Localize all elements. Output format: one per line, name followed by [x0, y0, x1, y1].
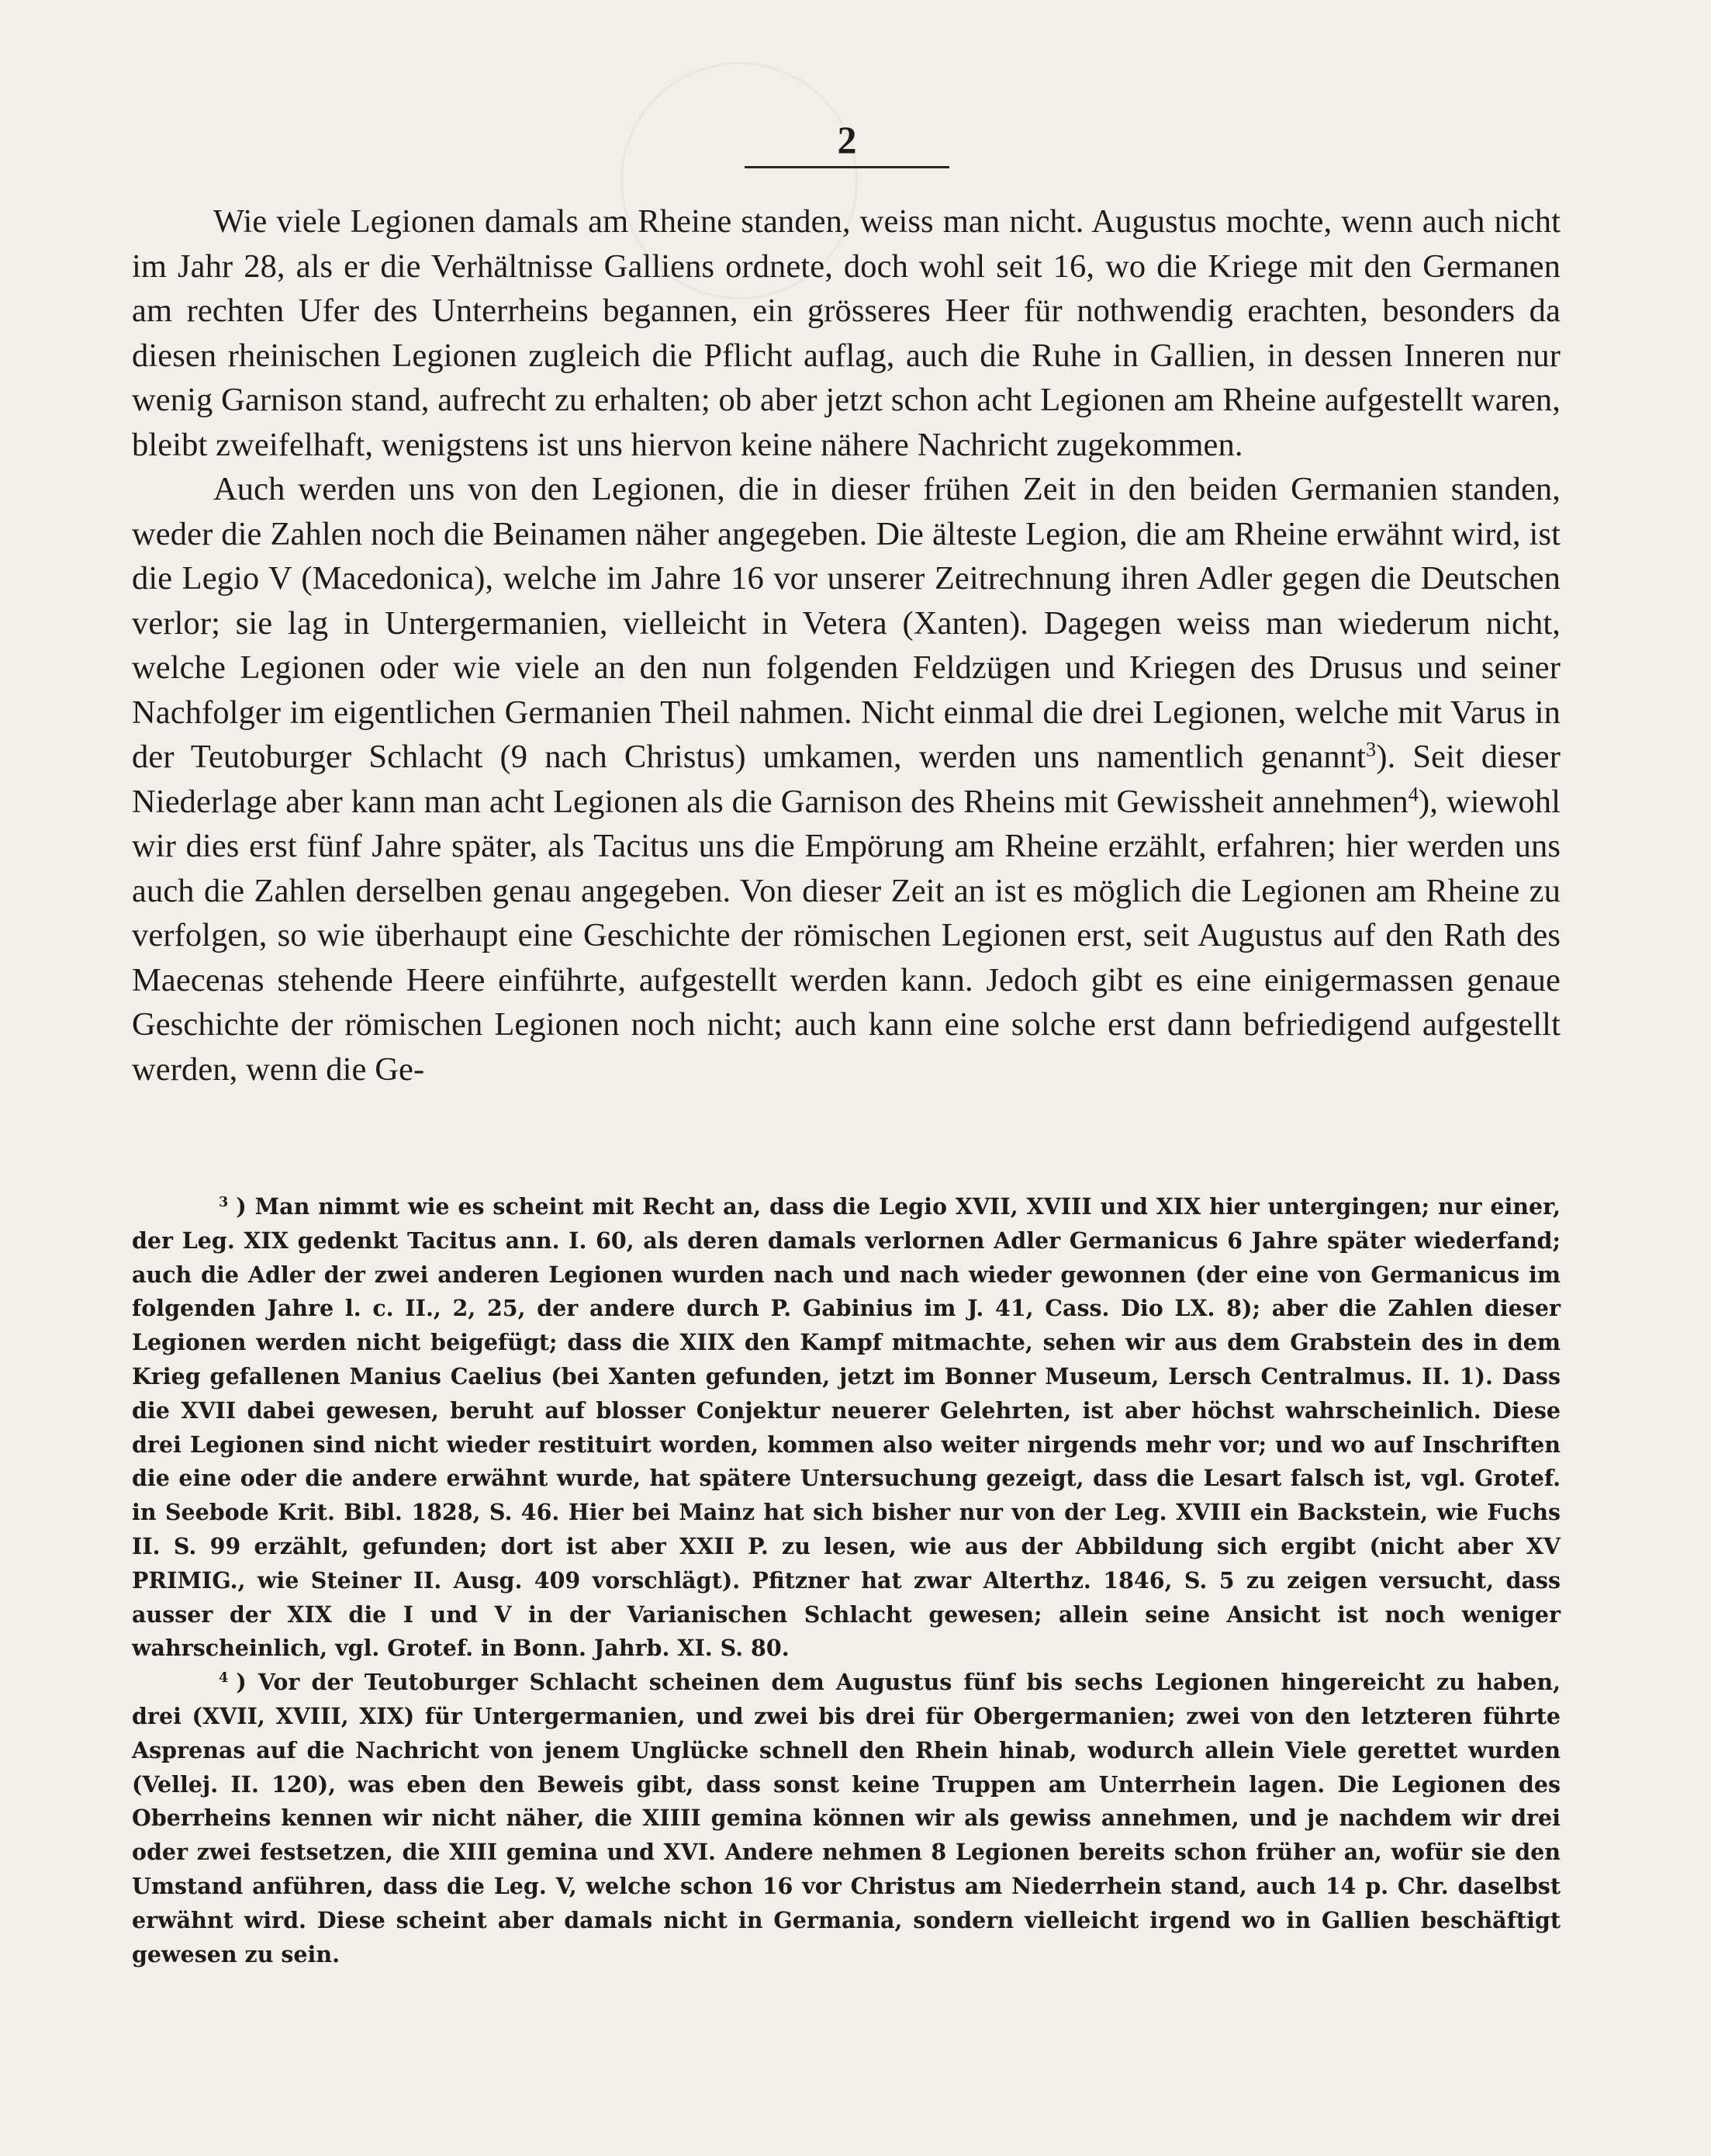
- footnotes: [132, 1190, 1561, 1971]
- paragraph: [132, 467, 1561, 1092]
- page-number: 2: [837, 118, 857, 161]
- paragraph-text: ), wiewohl wir dies erst fünf Jahre später, als Tacitus uns die Empörung am Rheine erzählt, erfahren; hier werden uns auch die Zahlen derselben genau angegeben. Von dieser Zeit an ist es möglich die Legionen am Rheine zu verfolgen, so wie überhaupt eine Geschichte der römischen Legionen erst, seit Augustus auf den Rath des Maecenas stehende Heere einführte, aufgestellt werden kann. Jedoch gibt es eine einigermassen genaue Geschichte der römischen Legionen noch nicht; auch kann eine solche erst dann befriedigend aufgestellt werden, wenn die Ge-: [132, 783, 1561, 1088]
- footnote-reference[interactable]: 4: [1408, 783, 1419, 806]
- paragraph-text: ). Seit dieser Niederlage aber kann man acht Legionen als die Garnison des Rheins mit Gewissheit annehmen: [132, 739, 1561, 820]
- footnote-text: ) Man nimmt wie es scheint mit Recht an, dass die Legio XVII, XVIII und XIX hier untergingen; nur einer, der Leg. XIX gedenkt Tacitus ann. I. 60, als deren damals verlornen Adler Germanicus 6 Jahre später wiederfand; auch die Adler der zwei anderen Legionen wurden nach und nach wieder gewonnen (der eine von Germanicus im folgenden Jahre l. c. II., 2, 25, der andere durch P. Gabinius im J. 41, Cass. Dio LX. 8); aber die Zahlen dieser Legionen werden nicht beigefügt; dass die XIIX den Kampf mitmachte, sehen wir aus dem Grabstein des in dem Krieg gefallenen Manius Caelius (bei Xanten gefunden, jetzt im Bonner Museum, Lersch Centralmus. II. 1). Dass die XVII dabei gewesen, beruht auf blosser Conjektur neuerer Gelehrten, ist aber höchst wahrscheinlich. Diese drei Legionen sind nicht wieder restituirt worden, kommen also weiter nirgends mehr vor; und wo auf Inschriften die eine oder die andere erwähnt wurde, hat spätere Untersuchung gezeigt, dass die Lesart falsch ist, vgl. Grotef. in Seebode Krit. Bibl. 1828, S. 46. Hier bei Mainz hat sich bisher nur von der Leg. XVIII ein Backstein, wie Fuchs II. S. 99 erzählt, gefunden; dort ist aber XXII P. zu lesen, wie aus der Abbildung sich ergibt (nicht aber XV PRIMIG., wie Steiner II. Ausg. 409 vorschlägt). Pfitzner hat zwar Alterthz. 1846, S. 5 zu zeigen versucht, dass ausser der XIX die I und V in der Varianischen Schlacht gewesen; allein seine Ansicht ist noch weniger wahrscheinlich, vgl. Grotef. in Bonn. Jahrb. XI. S. 80.: [132, 1193, 1561, 1662]
- footnote-marker: 4: [219, 1670, 229, 1687]
- footnote-marker: 3: [219, 1194, 229, 1211]
- paragraph: [132, 199, 1561, 467]
- footnote: [132, 1190, 1561, 1666]
- paragraph-text: Wie viele Legionen damals am Rheine standen, weiss man nicht. Augustus mochte, wenn auch nicht im Jahr 28, als er die Verhältnisse Galliens ordnete, doch wohl seit 16, wo die Kriege mit den Germanen am rechten Ufer des Unterrheins begannen, ein grösseres Heer für nothwendig erachten, besonders da diesen rheinischen Legionen zugleich die Pflicht auflag, auch die Ruhe in Gallien, in dessen Inneren nur wenig Garnison stand, aufrecht zu erhalten; ob aber jetzt schon acht Legionen am Rheine aufgestellt waren, bleibt zweifelhaft, wenigstens ist uns hiervon keine nähere Nachricht zugekommen.: [132, 203, 1561, 463]
- paragraph-text: Auch werden uns von den Legionen, die in dieser frühen Zeit in den beiden Germanien standen, weder die Zahlen noch die Beinamen näher angegeben. Die älteste Legion, die am Rheine erwähnt wird, ist die Legio V (Macedonica), welche im Jahre 16 vor unserer Zeitrechnung ihren Adler gegen die Deutschen verlor; sie lag in Untergermanien, vielleicht in Vetera (Xanten). Dagegen weiss man wiederum nicht, welche Legionen oder wie viele an den nun folgenden Feldzügen und Kriegen des Drusus und seiner Nachfolger im eigentlichen Germanien Theil nahmen. Nicht einmal die drei Legionen, welche mit Varus in der Teutoburger Schlacht (9 nach Christus) umkamen, werden uns namentlich genannt: [132, 471, 1561, 775]
- main-text: [132, 199, 1561, 1092]
- footnote-reference[interactable]: 3: [1366, 738, 1377, 761]
- footnote-text: ) Vor der Teutoburger Schlacht scheinen dem Augustus fünf bis sechs Legionen hingereicht zu haben, drei (XVII, XVIII, XIX) für Untergermanien, und zwei bis drei für Obergermanien; zwei von den letzteren führte Asprenas auf die Nachricht von jenem Unglücke schnell den Rhein hinab, wodurch allein Viele gerettet wurden (Vellej. II. 120), was eben den Beweis gibt, dass sonst keine Truppen am Unterrhein lagen. Die Legionen des Oberrheins kennen wir nicht näher, die XIIII gemina können wir als gewiss annehmen, und je nachdem wir drei oder zwei festsetzen, die XIII gemina und XVI. Andere nehmen 8 Legionen bereits schon früher an, wofür sie den Umstand anführen, dass die Leg. V, welche schon 16 vor Christus am Niederrhein stand, auch 14 p. Chr. daselbst erwähnt wird. Diese scheint aber damals nicht in Germania, sondern vielleicht irgend wo in Gallien beschäftigt gewesen zu sein.: [132, 1669, 1561, 1967]
- footnote: [132, 1666, 1561, 1971]
- page-number-rule: [745, 166, 949, 168]
